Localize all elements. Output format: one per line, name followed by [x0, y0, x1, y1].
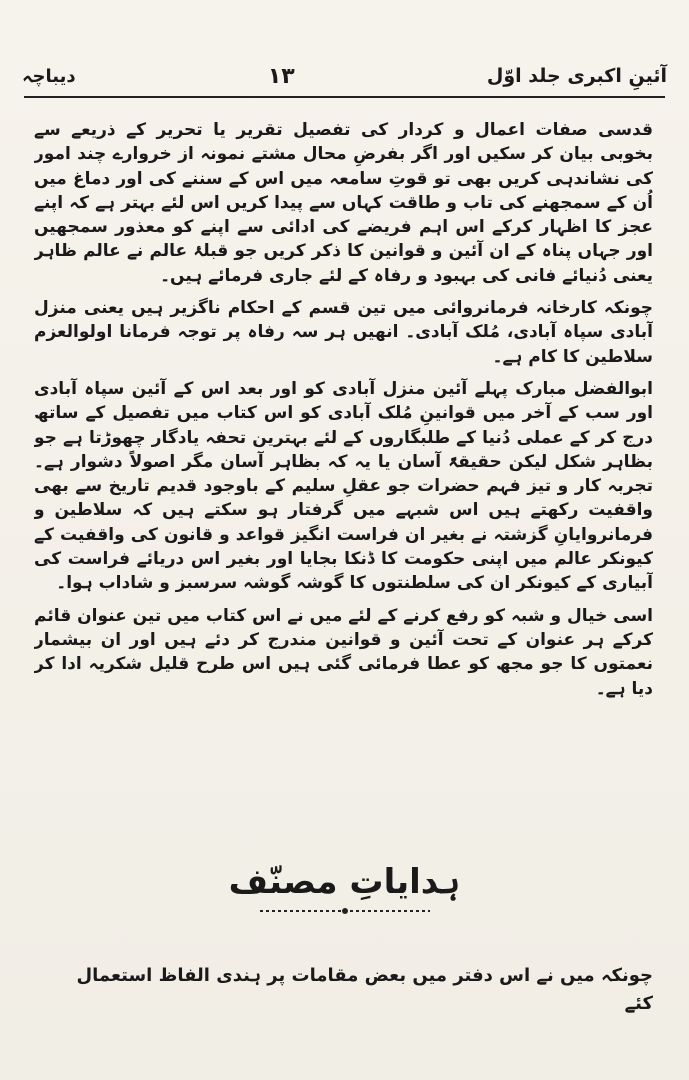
body-text [34, 118, 653, 833]
section-heading: ہدایاتِ مصنّف [228, 862, 461, 902]
page-header [22, 58, 667, 94]
paragraph: چونکہ کارخانہ فرمانروائی میں تین قسم کے احکام ناگزیر ہیں یعنی منزل آبادی سپاہ آبادی، مُلک آبادی۔ انھیں ہر سہ رفاہ پر توجہ فرمانا اولوالعزم سلاطین کا کام ہے۔ [34, 298, 653, 367]
paragraph: اسی خیال و شبہ کو رفع کرنے کے لئے میں نے اس کتاب میں تین عنوان قائم کرکے ہر عنوان کے تحت آئین و قوانین مندرج کر دئے ہیں اور ان بیشمار نعمتوں کا جو مجھ کو عطا فرمائی گئی ہیں اس طرح قلیل شکریہ ادا کر دیا ہے۔ [34, 605, 653, 699]
section-heading-block [0, 855, 689, 935]
header-rule [24, 96, 665, 98]
running-title: آئینِ اکبری جلد اوّل [486, 65, 667, 87]
paragraph: قدسی صفات اعمال و کردار کی تفصیل تقریر یا تحریر کے ذریعے سے بخوبی بیان کر سکیں اور اگر بفرضِ محال مشتے نمونہ از خروارے چند امور کی نشاندہی کریں بھی تو قوتِ سامعہ میں اس کے سننے کی اور دماغ میں اُن کے سمجھنے کی تاب و طاقت کہاں سے پیدا کریں اس لئے بہتر ہے کہ اپنے عجز کا اظہار کرکے اس اہم فریضے کی ادائی سے اپنے کو معذور سمجھیں اور جہاں پناہ کے ان آئین و قوانین کا ذکر کریں جو قبلۂ عالم نے عالم ظاہر یعنی دُنیائے فانی کی بہبود و رفاہ کے لئے جاری فرمائے ہیں۔ [34, 120, 653, 286]
page-number: ۱۳ [267, 63, 295, 89]
paragraph: ابوالفضل مبارک پہلے آئین منزل آبادی کو اور بعد اس کے آئین سپاہ آبادی اور سب کے آخر میں قوانینِ مُلک آبادی کو اس کتاب میں تفصیل کے ساتھ درج کر کے عملی دُنیا کے طلبگاروں کے لئے بہترین تحفہ یادگار چھوڑتا ہے جو بظاہر شکل لیکن حقیقۃً آسان یا یہ کہ بظاہر آسان مگر اصولاً دشوار ہے۔ تجربہ کار و تیز فہم حضرات جو عقلِ سلیم کے باوجود قدیم تاریخ سے بھی واقفیت رکھتے ہیں اس شبہے میں گرفتار ہو سکتے ہیں کہ سلاطین و فرمانروایانِ گزشتہ نے بغیر ان فراست انگیز قواعد و قانون کی واقفیت کے کیونکر عالم میں اپنی حکومت کا ڈنکا بجایا اور بغیر اس دریائے فراست کی آبیاری کے کیونکر ان کی سلطنتوں کا گوشہ گوشہ سرسبز و شاداب ہوا۔ [34, 378, 653, 594]
section-label: دیباچہ [22, 65, 76, 87]
ornament-rule-icon [250, 906, 440, 916]
footer-text: چونکہ میں نے اس دفتر میں بعض مقامات پر ہندی الفاظ استعمال کئے [76, 965, 653, 1014]
